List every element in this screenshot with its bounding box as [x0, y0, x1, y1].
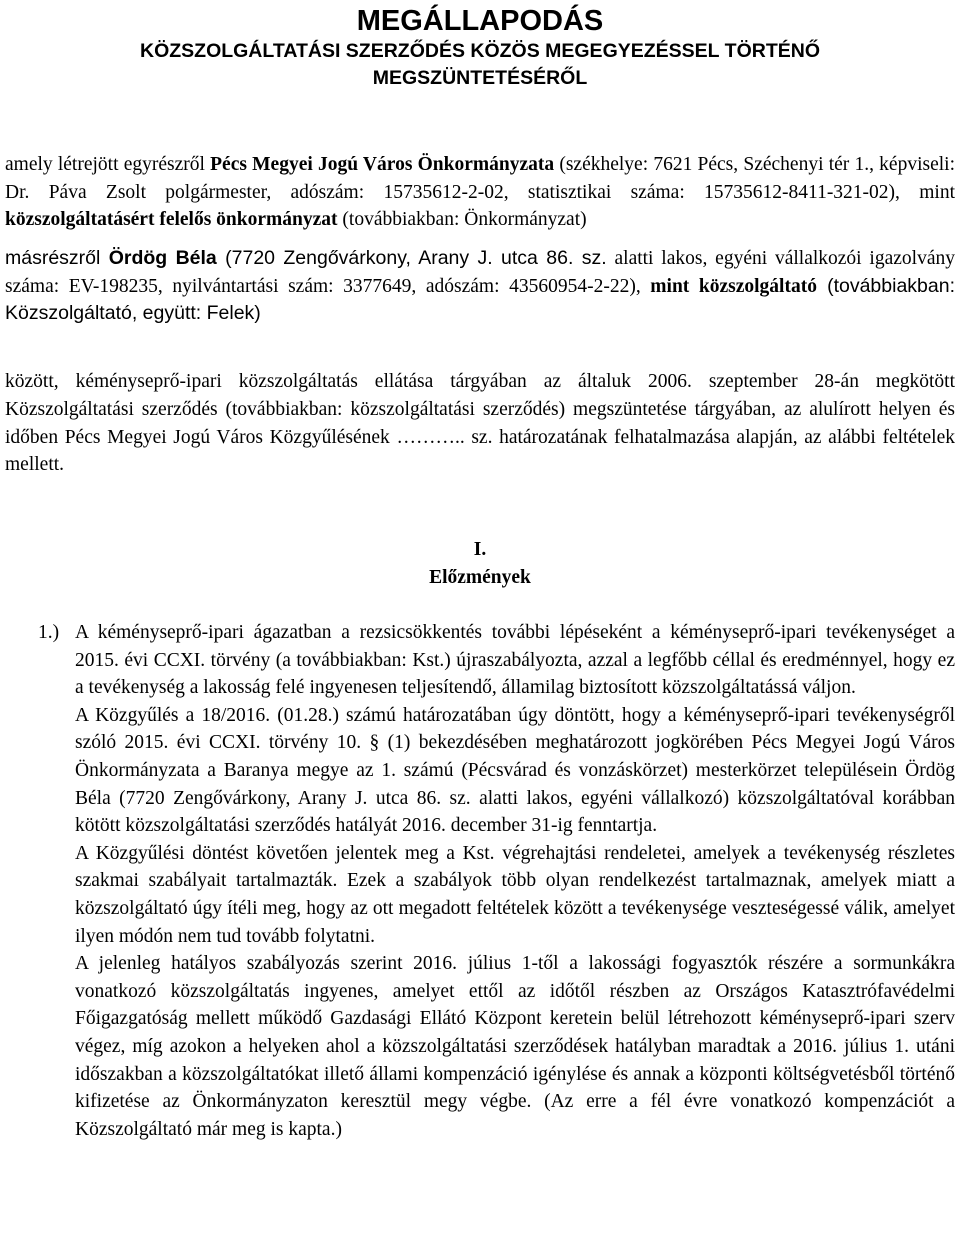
item-paragraph-3: A Közgyűlési döntést követően jelentek meg a Kst. végrehajtási rendeletei, amelyek a tevékenység részletes szakmai szabályait tartalmazták. Ezek a szabályok több olyan rendelkezést tartalmaznak, amelyek miatt a közszolgáltató úgy ítéli meg, hogy az ott megadott feltételek között a tevékenysége veszteségessé válik, amelyet ilyen módón nem tud tovább folytatni. — [75, 842, 955, 947]
party-2-paragraph — [5, 245, 955, 328]
subtitle-line-2: MEGSZÜNTETÉSÉRŐL — [372, 67, 588, 89]
party-2-post: (továbbiakban: Közszolgáltató, együtt: Felek) — [5, 274, 956, 325]
party-2-details: alatti lakos, egyéni vállalkozói igazolvány száma: EV-198235, nyilvántartási szám: 3377649, adószám: 43560954-2-22), — [5, 248, 955, 297]
subtitle-line-1: KÖZSZOLGÁLTATÁSI SZERZŐDÉS KÖZÖS MEGEGYEZÉSSEL TÖRTÉNŐ — [139, 40, 820, 62]
section-number: I. — [473, 539, 487, 560]
intro-paragraph: között, kéményseprő-ipari közszolgáltatás ellátása tárgyában az általuk 2006. szeptember 28-án megkötött Közszolgáltatási szerződés (továbbiakban: közszolgáltatási szerződés) megszüntetése tárgyában, az alulírott helyen és időben Pécs Megyei Jogú Város Közgyűlésének ……….. sz. határozatának felhatalmazása alapján, az alábbi feltételek mellett. — [5, 371, 955, 476]
party-1-post: (továbbiakban: Önkormányzat) — [337, 209, 587, 231]
item-paragraph-2: A Közgyűlés a 18/2016. (01.28.) számú határozatában úgy döntött, hogy a kéményseprő-ipari tevékenységről szóló 2015. évi CCXI. törvény 10. § (1) bekezdésében meghatározott jogkörében Pécs Megyei Jogú Város Önkormányzata a Baranya megye az 1. számú (Pécsvárad és vonzáskörzet) mesterkörzet településein Ördög Béla (7720 Zengővárkony, Arany J. utca 86. sz. alatti lakos, egyéni vállalkozó) közszolgáltatóval korábban kötött közszolgáltatási szerződés hatályát 2016. december 31-ig fenntartja. — [75, 704, 955, 837]
document-title: MEGÁLLAPODÁS — [356, 5, 604, 37]
item-paragraph-1: A kéményseprő-ipari ágazatban a rezsicsökkentés további lépéseként a kéményseprő-ipari tevékenységet a 2015. évi CCXI. törvény (a továbbiakban: Kst.) újraszabályozta, azzal a legfőbb céllal és eredménnyel, hogy ez a tevékenység a lakosság felé ingyenesen teljesítendő, államilag biztosított közszolgáltatássá váljon. — [75, 622, 955, 699]
party-2-pre: másrészről — [5, 247, 109, 269]
party-1-name: Pécs Megyei Jogú Város Önkormányzata — [210, 154, 555, 175]
document-subtitle — [0, 38, 960, 92]
section-title: Előzmények — [429, 566, 531, 588]
section-heading — [0, 536, 960, 591]
item-paragraph-4: A jelenleg hatályos szabályozás szerint 2016. július 1-től a lakossági fogyasztók részére a sormunkákra vonatkozó közszolgáltatás ingyenes, amelyet ettől az időtől részben az Országos Katasztrófavédelmi Főigazgatóság mellett működő Gazdasági Ellátó Központ keretein belül létrehozott kéményseprő-ipari szerv végez, míg azokon a helyeken ahol a közszolgáltatási szerződések hatályban maradtak a 2016. július 1. utáni időszakban a közszolgáltatókat illető állami kompenzáció igénylése és annak a központi költségvetésből történő kifizetése az Önkormányzaton keresztül megy végbe. (Az erre a fél évre vonatkozó kompenzációt a Közszolgáltató már meg is kapta.) — [75, 953, 955, 1140]
party-1-pre: amely létrejött egyrészről — [5, 154, 211, 175]
party-2-name: Ördög Béla — [108, 247, 217, 269]
party-1-role: közszolgáltatásért felelős önkormányzat — [5, 209, 338, 231]
party-2-role: mint közszolgáltató — [650, 275, 817, 297]
item-body — [75, 619, 955, 1143]
item-number: 1.) — [38, 622, 60, 643]
party-1-paragraph — [5, 151, 955, 234]
party-1-details: (székhelye: 7621 Pécs, Széchenyi tér 1., képviseli: Dr. Páva Zsolt polgármester, adószám: 15735612-2-02, statisztikai száma: 15735612-8411-321-02), mint — [5, 154, 955, 203]
party-2-address: (7720 Zengővárkony, Arany J. utca 86. sz. — [216, 247, 607, 269]
